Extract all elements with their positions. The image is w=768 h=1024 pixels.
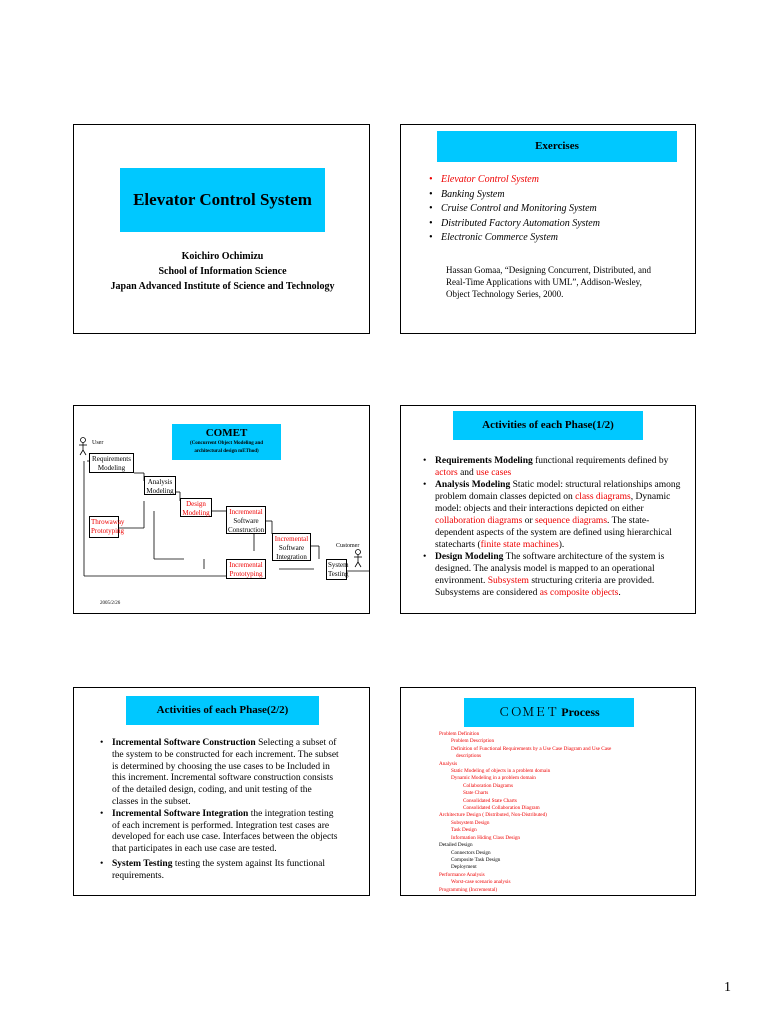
process-line: Deployment	[451, 864, 477, 871]
exercise-item: • Electronic Commerce System	[429, 231, 689, 246]
activity-text: testing the system against Its functional requirements.	[112, 858, 325, 881]
process-line: Problem Description	[451, 738, 495, 745]
slide6-title-box	[464, 698, 634, 727]
activity-text: and	[457, 468, 477, 478]
process-line: State Charts	[463, 790, 489, 797]
author-name: Koichiro Ochimizu	[181, 251, 264, 262]
activity-item	[100, 809, 340, 856]
activity-item	[423, 479, 685, 551]
slide1-credits	[74, 249, 371, 294]
process-line: Consolidated State Charts	[463, 797, 517, 804]
box-analysis-modeling: Analysis Modeling	[144, 476, 176, 495]
activities-list-2	[100, 738, 340, 883]
slide-comet	[73, 405, 370, 614]
slide6-title-process: Process	[558, 705, 600, 719]
integration-label-1: Incremental	[274, 535, 309, 543]
activity-keyword: class diagrams	[575, 492, 631, 502]
activity-text: Static model: structural relationships among problem domain classes depicted on	[435, 480, 681, 502]
process-line: Problem Definition	[439, 731, 480, 737]
integration-label-2: Software Integration	[276, 544, 307, 561]
activity-term: Analysis Modeling	[435, 480, 511, 490]
activity-keyword: actors	[435, 468, 458, 478]
activities-list-1	[423, 455, 685, 599]
slide6-title	[464, 698, 634, 727]
process-outline	[439, 731, 689, 894]
activity-text: or	[522, 516, 535, 526]
box-incremental-prototyping: Incremental Prototyping	[226, 559, 266, 579]
process-line: descriptions	[456, 753, 482, 760]
box-incremental-construction	[226, 506, 266, 534]
exercise-item: • Banking System	[429, 188, 689, 203]
reference-text: Hassan Gomaa, “Designing Concurrent, Distributed, and Real-Time Applications with UML”, Addison-Wesley, Object Technology Series, 2000.	[446, 265, 651, 299]
activity-text: ).	[558, 540, 565, 550]
box-design-modeling: Design Modeling	[180, 498, 212, 517]
slide5-title-box	[126, 696, 319, 725]
activity-term: Requirements Modeling	[435, 456, 533, 466]
exercise-item: • Distributed Factory Automation System	[429, 217, 689, 232]
activity-term: Incremental Software Integration	[112, 808, 249, 819]
activity-term: Design Modeling	[435, 552, 504, 562]
process-line: Static Modeling of objects in a problem domain	[451, 768, 551, 775]
process-line: Detailed Design	[439, 842, 473, 849]
activity-keyword: sequence diagrams	[535, 516, 608, 526]
activity-keyword: collaboration diagrams	[435, 516, 523, 526]
activity-text: functional requirements defined by	[532, 456, 669, 466]
comet-diagram	[74, 406, 371, 615]
slide-exercises	[400, 124, 696, 334]
box-incremental-integration	[272, 533, 311, 561]
activity-text: . The state-dependent aspects of the system are defined using hierarchical statecharts (	[435, 516, 672, 550]
activity-keyword: as composite objects	[539, 588, 619, 598]
process-line: Performance Analysis	[439, 871, 485, 878]
process-line: Consolidated Collaboration Diagram	[463, 805, 540, 812]
slide-comet-process	[400, 687, 696, 896]
process-line: Task Design	[451, 827, 477, 834]
slide2-title: Exercises	[535, 140, 579, 152]
process-line: Definition of Functional Requirements by a Use Case Diagram and Use Case	[451, 745, 612, 752]
activity-text: the integration testing of each increment is performed. Integration test cases are developed for each use case. Interfaces between the objects that participates in each use case are tested.	[112, 808, 338, 855]
activity-item	[423, 551, 685, 599]
box-system-testing: System Testing	[328, 561, 349, 578]
construction-label-1: Incremental	[229, 508, 263, 516]
exercise-item: • Cruise Control and Monitoring System	[429, 202, 689, 217]
activity-term: System Testing	[112, 858, 173, 869]
activity-text: The software architecture of the system is designed. The analysis model is mapped to an operational environment.	[435, 552, 665, 586]
process-line: Architecture Design ( Distributed, Non-Distributed)	[439, 812, 547, 819]
activity-text: , Dynamic model: objects and their interactions depicted on either	[435, 492, 671, 514]
slide3-title: COMET	[205, 427, 248, 439]
school-name: School of Information Science	[158, 266, 287, 277]
exercise-list	[429, 173, 689, 246]
slide3-date: 2005/2/26	[100, 601, 121, 606]
user-label: User	[92, 440, 104, 446]
slide3-subtitle-1: (Concurrent Object Modeling and	[189, 441, 264, 446]
process-line: Composite Task Design	[451, 856, 501, 863]
user-actor-head	[81, 438, 86, 443]
process-line: Subsystem Design	[451, 819, 490, 826]
process-line: Analysis	[439, 760, 458, 767]
process-line: Information Hiding Class Design	[451, 834, 521, 841]
slide2-title-box	[437, 131, 677, 162]
page-number: 1	[724, 980, 731, 995]
activity-keyword: use cases	[476, 468, 512, 478]
slide-activities-2	[73, 687, 370, 896]
activity-item	[423, 455, 685, 479]
box-requirements-modeling: Requirements Modeling	[89, 453, 134, 473]
exercise-item: • Elevator Control System	[429, 173, 689, 188]
box-throwaway-prototyping: Throwaway Prototyping	[89, 516, 119, 538]
slide-activities-1	[400, 405, 696, 614]
activity-item	[100, 859, 340, 883]
slide4-title-box	[453, 411, 643, 440]
slide-title	[73, 124, 370, 334]
process-line: Connectors Design	[451, 849, 491, 856]
activity-item	[100, 738, 340, 809]
activity-keyword: Subsystem	[487, 576, 529, 586]
process-line: Worst-case scenario analysis	[451, 879, 511, 886]
activity-keyword: finite state machines	[480, 540, 559, 550]
activity-text: structuring criteria are provided. Subsystems are considered	[435, 576, 655, 598]
slide4-title: Activities of each Phase(1/2)	[482, 419, 614, 431]
slide1-title-box	[120, 168, 325, 232]
activity-text: .	[618, 588, 621, 598]
activity-text: Selecting a subset of the system to be constructed for each increment. The subset is determined by choosing the use cases to be Included in this increment. Incremental software construction consists of the detailed design, coding, and unit testing of the classes in the subset.	[112, 738, 339, 807]
customer-label: Customer	[336, 543, 360, 549]
slide5-title: Activities of each Phase(2/2)	[156, 704, 289, 716]
activity-term: Incremental Software Construction	[112, 738, 256, 748]
institute-name: Japan Advanced Institute of Science and Technology	[110, 281, 335, 292]
process-line: Programming (Incremental)	[439, 886, 498, 893]
construction-label-2: Software Construction	[228, 517, 265, 534]
slide1-title: Elevator Control System	[133, 190, 312, 209]
slide3-subtitle-2: architectural design mEThod)	[194, 449, 259, 454]
slide6-title-comet: ＣＯＭＥＴ	[498, 705, 559, 719]
process-line: Collaboration Diagrams	[463, 782, 513, 789]
process-line: Dynamic Modeling in a problem domain	[451, 775, 536, 782]
